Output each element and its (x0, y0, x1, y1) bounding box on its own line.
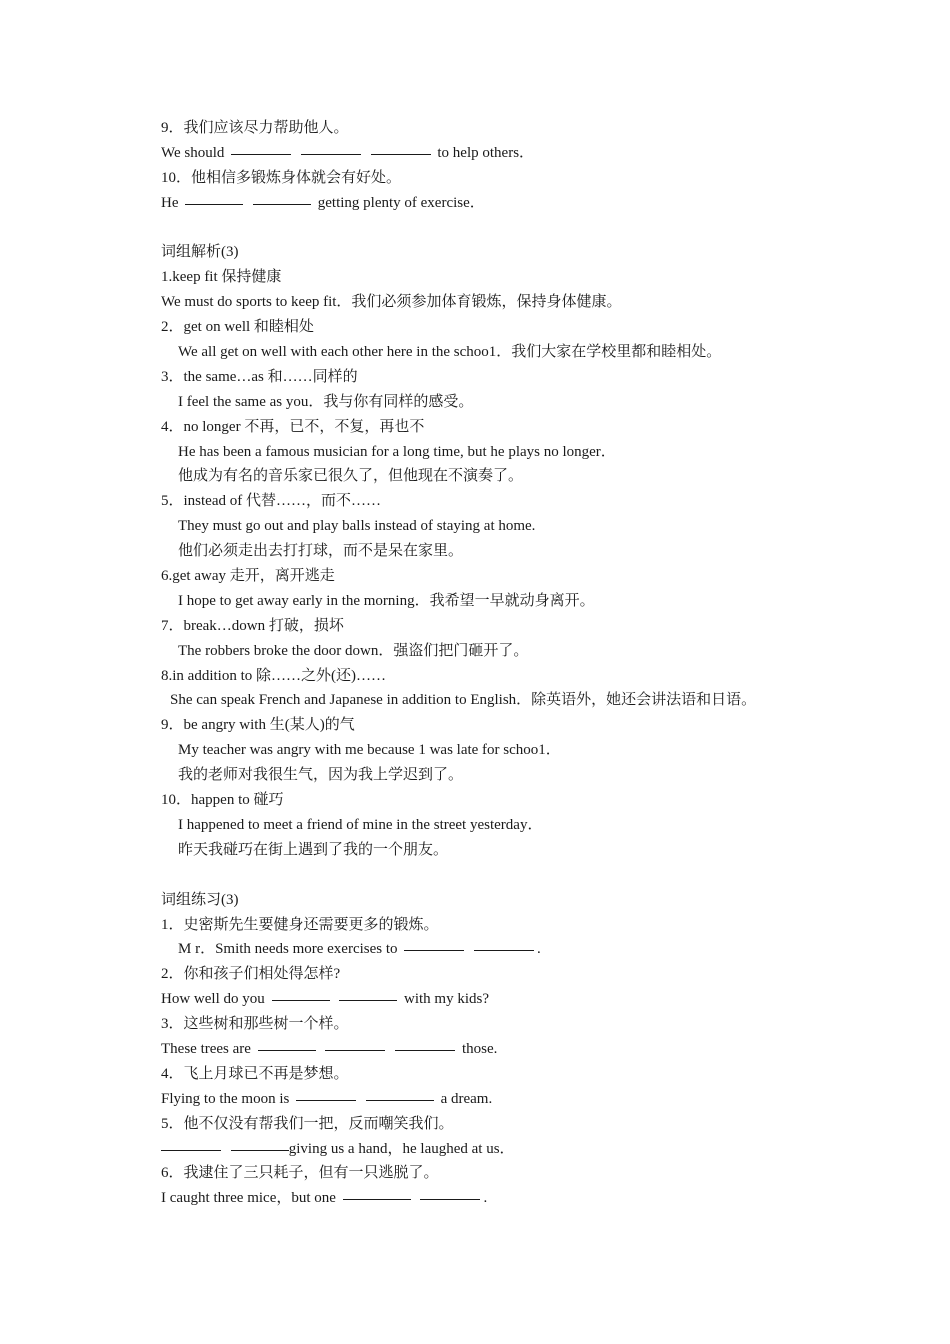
document-body (161, 116, 921, 1211)
answer-blank (420, 1198, 480, 1200)
answer-blank (296, 1099, 356, 1101)
analysis-item-line: He has been a famous musician for a long time, but he plays no longer． (178, 443, 616, 460)
analysis-item-head: 1.keep fit 保持健康 (161, 269, 282, 286)
practice-item-en (161, 1186, 921, 1211)
analysis-item-line: She can speak French and Japanese in addition to English．除英语外，她还会讲法语和日语。 (170, 692, 757, 709)
exercise-10-en (161, 191, 921, 216)
practice-item-en-pre: How well do you (161, 991, 265, 1008)
practice-item-en-post: . (483, 1190, 488, 1207)
practice-item-zh: 5．他不仅没有帮我们一把，反而嘲笑我们。 (161, 1115, 454, 1132)
analysis-item-line: We must do sports to keep fit．我们必须参加体育锻炼，保持身体健康。 (161, 294, 622, 311)
analysis-item-line: The robbers broke the door down．强盗们把门砸开了。 (178, 642, 529, 659)
practice-item-en-post: with my kids? (404, 991, 489, 1008)
analysis-item-head: 9．be angry with 生(某人)的气 (161, 717, 355, 734)
answer-blank (339, 999, 397, 1001)
analysis-item-head: 4．no longer 不再，已不，不复，再也不 (161, 418, 425, 435)
answer-blank (343, 1198, 411, 1200)
answer-blank (185, 203, 243, 205)
practice-item-en-pre: I caught three mice，but one (161, 1190, 336, 1207)
exercise-9-en-post: to help others． (437, 144, 535, 161)
analysis-item-head: 5．instead of 代替……，而不…… (161, 493, 381, 510)
spacer (161, 863, 921, 888)
practice-item-en (161, 987, 921, 1012)
answer-blank (253, 203, 311, 205)
exercise-9-zh: 9．我们应该尽力帮助他人。 (161, 120, 349, 136)
analysis-item-head: 6.get away 走开，离开逃走 (161, 568, 335, 585)
analysis-item-line: My teacher was angry with me because 1 was late for schoo1． (178, 742, 561, 759)
answer-blank (474, 949, 534, 951)
practice-item-en-post: . (537, 941, 541, 958)
practice-item-en-post: a dream. (440, 1090, 493, 1107)
practice-item-en (161, 1137, 921, 1162)
spacer (161, 216, 921, 241)
analysis-item-line: 我的老师对我很生气，因为我上学迟到了。 (178, 767, 464, 784)
answer-blank (301, 153, 361, 155)
answer-blank (258, 1049, 316, 1051)
analysis-item-line: 他成为有名的音乐家已很久了，但他现在不演奏了。 (178, 468, 524, 485)
analysis-item-head: 7．break…down 打破，损坏 (161, 617, 344, 634)
analysis-item-head: 2．get on well 和睦相处 (161, 319, 314, 336)
exercise-9-en (161, 141, 921, 166)
analysis-item-head: 3．the same…as 和……同样的 (161, 368, 358, 385)
answer-blank (366, 1099, 434, 1101)
analysis-heading: 词组解析(3) (161, 244, 239, 261)
exercise-9-en-pre: We should (161, 144, 225, 161)
exercise-10-en-pre: He (161, 194, 179, 211)
practice-item-en-post: those. (461, 1040, 498, 1057)
answer-blank (404, 949, 464, 951)
practice-item-zh: 4．飞上月球已不再是梦想。 (161, 1065, 349, 1082)
analysis-item-line: We all get on well with each other here in the schoo1．我们大家在学校里都和睦相处。 (178, 344, 722, 361)
analysis-item-line: 昨天我碰巧在街上遇到了我的一个朋友。 (178, 841, 449, 858)
practice-item-en (161, 1037, 921, 1062)
answer-blank (325, 1049, 385, 1051)
exercise-10-en-post: getting plenty of exercise． (317, 194, 485, 211)
analysis-item-head: 8.in addition to 除……之外(还)…… (161, 667, 386, 684)
answer-blank (231, 153, 291, 155)
answer-blank (371, 153, 431, 155)
answer-blank (272, 999, 330, 1001)
analysis-item-line: I hope to get away early in the morning．我希望一早就动身离开。 (178, 592, 595, 609)
analysis-item-line: I happened to meet a friend of mine in the street yesterday． (178, 816, 543, 833)
practice-item-en-pre: These trees are (161, 1040, 251, 1057)
analysis-item-line: 他们必须走出去打打球，而不是呆在家里。 (178, 543, 464, 560)
practice-item-en-pre: Flying to the moon is (161, 1090, 290, 1107)
practice-item-zh: 2．你和孩子们相处得怎样? (161, 966, 341, 983)
answer-blank (161, 1149, 221, 1151)
analysis-item-line: They must go out and play balls instead of staying at home. (178, 518, 536, 535)
practice-item-zh: 1．史密斯先生要健身还需要更多的锻炼。 (161, 916, 439, 933)
practice-heading: 词组练习(3) (161, 891, 239, 908)
practice-item-zh: 3．这些树和那些树一个样。 (161, 1016, 349, 1033)
answer-blank (395, 1049, 455, 1051)
practice-item-en-post: giving us a hand，he laughed at us． (288, 1140, 515, 1157)
exercise-10-zh: 10．他相信多锻炼身体就会有好处。 (161, 169, 402, 186)
practice-item-en-pre: M r．Smith needs more exercises to (178, 941, 398, 958)
practice-item-zh: 6．我逮住了三只耗子，但有一只逃脱了。 (161, 1165, 439, 1182)
analysis-item-line: I feel the same as you．我与你有同样的感受。 (178, 393, 474, 410)
analysis-item-head: 10．happen to 碰巧 (161, 792, 284, 809)
practice-item-en (161, 937, 921, 962)
answer-blank (231, 1149, 289, 1151)
practice-item-en (161, 1087, 921, 1112)
